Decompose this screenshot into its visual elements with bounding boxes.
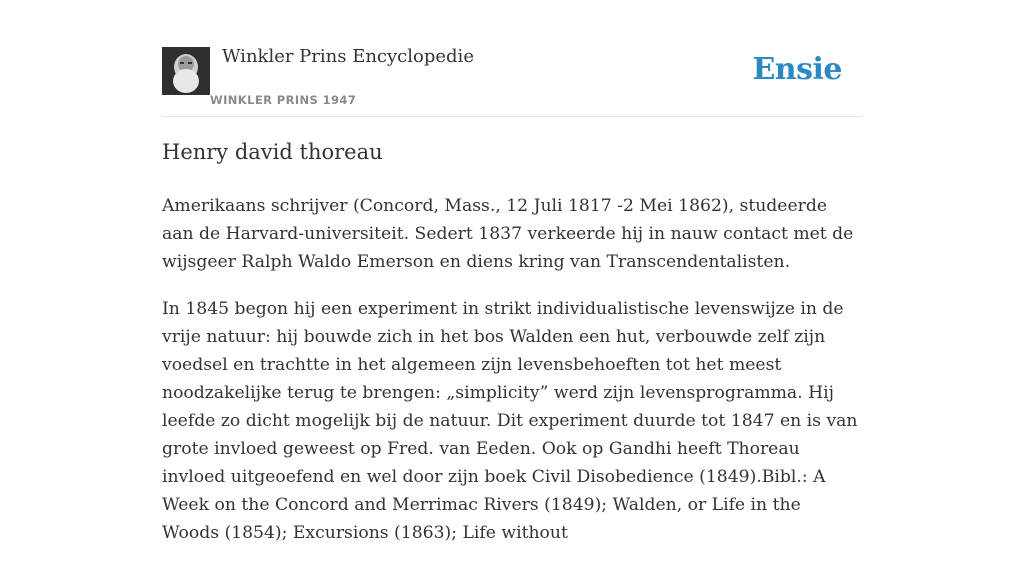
- site-header: [162, 46, 862, 117]
- article-paragraph: Amerikaans schrijver (Concord, Mass., 12 Juli 1817 -2 Mei 1862), studeerde aan de Harvard-universiteit. Sedert 1837 verkeerde hij in nauw contact met de wijsgeer Ralph Waldo Emerson en diens kring van Transcendentalisten.: [162, 196, 854, 272]
- article-paragraph: In 1845 begon hij een experiment in strikt individualistische levenswijze in de vrije natuur: hij bouwde zich in het bos Walden een hut, verbouwde zelf zijn voedsel en trachtte in het algemeen zijn levensbehoeften tot het meest noodzakelijke terug te brengen: „simplicity” werd zijn levensprogramma. Hij leefde zo dicht mogelijk bij de natuur. Dit experiment duurde tot 1847 en is van grote invloed geweest op Fred. van Eeden. Ook op Gandhi heeft Thoreau invloed uitgeoefend en wel door zijn boek Civil Disobedience (1849).Bibl.: A Week on the Concord and Merrimac Rivers (1849); Walden, or Life in the Woods (1854); Excursions (1863); Life without: [162, 299, 858, 543]
- article-title: Henry david thoreau: [162, 140, 383, 164]
- site-title[interactable]: Winkler Prins Encyclopedie: [222, 46, 474, 67]
- portrait-avatar-icon[interactable]: [162, 47, 210, 95]
- article-body: [162, 192, 862, 566]
- source-label[interactable]: WINKLER PRINS 1947: [210, 93, 357, 107]
- brand-logo[interactable]: Ensie: [752, 52, 842, 87]
